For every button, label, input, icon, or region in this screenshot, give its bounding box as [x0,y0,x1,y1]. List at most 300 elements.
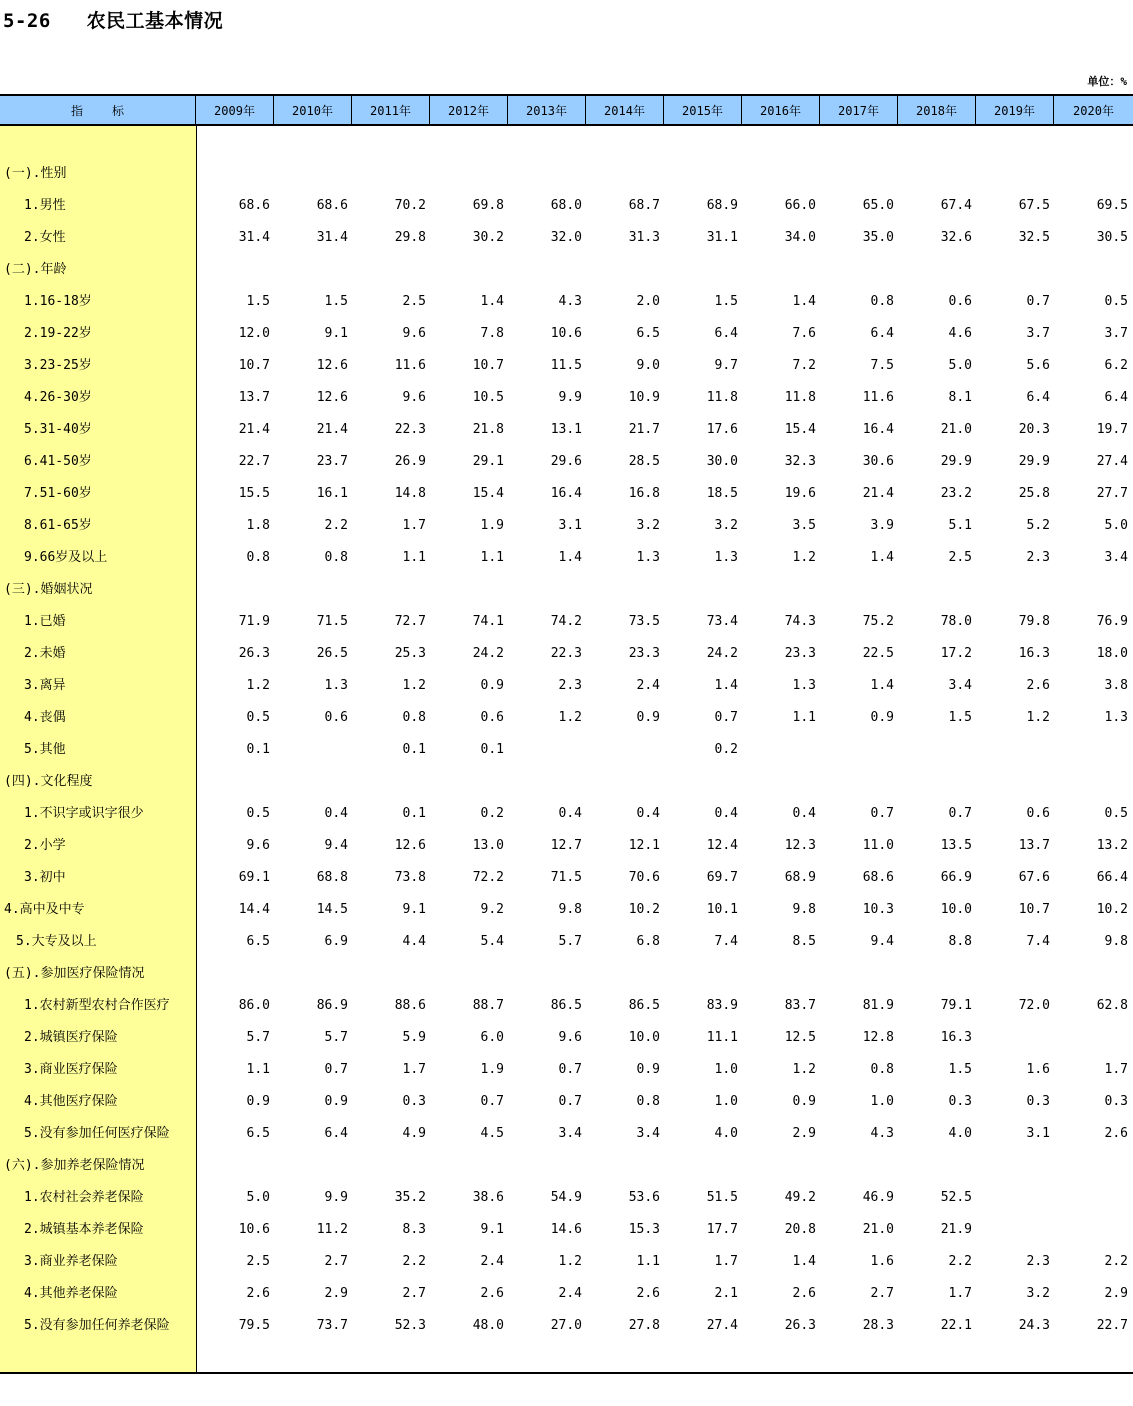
value-cell: 66.4 [1096,870,1128,885]
header-year: 2012年 [430,96,508,124]
value-cell: 5.7 [324,1030,348,1045]
header-year: 2010年 [274,96,352,124]
value-cell: 9.8 [1104,934,1128,949]
value-cell: 1.2 [402,678,426,693]
value-cell: 1.2 [792,550,816,565]
value-cell: 16.4 [550,486,582,501]
value-cell: 11.2 [316,1222,348,1237]
table-row [0,222,1133,254]
row-label: 4.其他医疗保险 [24,1094,118,1109]
value-cell: 76.9 [1096,614,1128,629]
value-cell: 20.3 [1018,422,1050,437]
table-row [0,926,1133,958]
value-cell: 1.4 [714,678,738,693]
value-cell: 18.5 [706,486,738,501]
value-cell: 69.7 [706,870,738,885]
value-cell: 69.5 [1096,198,1128,213]
section-label: (二).年龄 [4,262,67,277]
value-cell: 68.9 [784,870,816,885]
table-row [0,1118,1133,1150]
value-cell: 2.3 [1026,1254,1050,1269]
section-row [0,958,1133,990]
value-cell: 17.2 [940,646,972,661]
value-cell: 9.6 [246,838,270,853]
value-cell: 6.0 [480,1030,504,1045]
value-cell: 1.6 [870,1254,894,1269]
table-row [0,1310,1133,1342]
table-row [0,862,1133,894]
value-cell: 16.3 [940,1030,972,1045]
value-cell: 22.3 [550,646,582,661]
row-label: 8.61-65岁 [24,518,92,533]
value-cell: 1.3 [1104,710,1128,725]
value-cell: 0.9 [636,1062,660,1077]
value-cell: 29.9 [940,454,972,469]
row-label: 1.农村社会养老保险 [24,1190,144,1205]
value-cell: 2.2 [402,1254,426,1269]
value-cell: 11.6 [394,358,426,373]
value-cell: 1.7 [402,518,426,533]
row-label: 5.大专及以上 [16,934,97,949]
row-label: 5.其他 [24,742,66,757]
value-cell: 30.0 [706,454,738,469]
row-label: 3.商业医疗保险 [24,1062,118,1077]
value-cell: 12.8 [862,1030,894,1045]
value-cell: 21.7 [628,422,660,437]
value-cell: 81.9 [862,998,894,1013]
value-cell: 13.1 [550,422,582,437]
value-cell: 9.1 [480,1222,504,1237]
value-cell: 30.2 [472,230,504,245]
value-cell: 6.2 [1104,358,1128,373]
value-cell: 1.2 [246,678,270,693]
value-cell: 0.8 [636,1094,660,1109]
value-cell: 1.1 [480,550,504,565]
value-cell: 31.4 [316,230,348,245]
table-row [0,1182,1133,1214]
value-cell: 2.9 [324,1286,348,1301]
row-label: 4.26-30岁 [24,390,92,405]
value-cell: 0.1 [246,742,270,757]
table-row [0,542,1133,574]
value-cell: 2.7 [402,1286,426,1301]
value-cell: 16.4 [862,422,894,437]
row-label: 2.19-22岁 [24,326,92,341]
value-cell: 1.4 [480,294,504,309]
value-cell: 14.5 [316,902,348,917]
value-cell: 1.9 [480,518,504,533]
value-cell: 6.4 [1104,390,1128,405]
value-cell: 71.5 [550,870,582,885]
table-row [0,894,1133,926]
value-cell: 0.4 [792,806,816,821]
value-cell: 52.5 [940,1190,972,1205]
table-row [0,510,1133,542]
header-year: 2011年 [352,96,430,124]
value-cell: 22.3 [394,422,426,437]
value-cell: 1.3 [714,550,738,565]
value-cell: 2.3 [1026,550,1050,565]
value-cell: 48.0 [472,1318,504,1333]
value-cell: 3.2 [714,518,738,533]
value-cell: 10.2 [1096,902,1128,917]
value-cell: 7.4 [714,934,738,949]
value-cell: 52.3 [394,1318,426,1333]
value-cell: 10.3 [862,902,894,917]
value-cell: 0.1 [402,806,426,821]
value-cell: 1.3 [324,678,348,693]
table-row [0,638,1133,670]
value-cell: 1.5 [948,1062,972,1077]
value-cell: 29.8 [394,230,426,245]
value-cell: 2.6 [1104,1126,1128,1141]
value-cell: 1.8 [246,518,270,533]
table-header [0,94,1133,126]
value-cell: 16.1 [316,486,348,501]
table-row [0,1022,1133,1054]
value-cell: 32.6 [940,230,972,245]
value-cell: 86.9 [316,998,348,1013]
value-cell: 25.8 [1018,486,1050,501]
value-cell: 0.5 [1104,806,1128,821]
value-cell: 6.4 [1026,390,1050,405]
value-cell: 14.4 [238,902,270,917]
value-cell: 24.3 [1018,1318,1050,1333]
value-cell: 1.6 [1026,1062,1050,1077]
value-cell: 27.4 [1096,454,1128,469]
value-cell: 10.7 [238,358,270,373]
value-cell: 3.2 [1026,1286,1050,1301]
value-cell: 1.2 [1026,710,1050,725]
value-cell: 12.6 [316,358,348,373]
value-cell: 3.4 [558,1126,582,1141]
value-cell: 53.6 [628,1190,660,1205]
table-row [0,318,1133,350]
value-cell: 26.3 [238,646,270,661]
header-year: 2016年 [742,96,820,124]
value-cell: 23.7 [316,454,348,469]
value-cell: 9.9 [324,1190,348,1205]
value-cell: 68.9 [706,198,738,213]
value-cell: 38.6 [472,1190,504,1205]
value-cell: 71.5 [316,614,348,629]
section-row [0,1150,1133,1182]
table-row [0,702,1133,734]
value-cell: 0.9 [870,710,894,725]
value-cell: 0.5 [246,806,270,821]
header-year: 2020年 [1073,104,1114,118]
value-cell: 1.2 [792,1062,816,1077]
value-cell: 15.5 [238,486,270,501]
value-cell: 68.6 [316,198,348,213]
value-cell: 24.2 [706,646,738,661]
value-cell: 21.0 [940,422,972,437]
header-year: 2015年 [664,96,742,124]
value-cell: 26.5 [316,646,348,661]
value-cell: 0.3 [1026,1094,1050,1109]
value-cell: 6.5 [246,934,270,949]
value-cell: 0.3 [1104,1094,1128,1109]
value-cell: 0.8 [324,550,348,565]
value-cell: 79.8 [1018,614,1050,629]
value-cell: 30.5 [1096,230,1128,245]
value-cell: 8.5 [792,934,816,949]
value-cell: 28.5 [628,454,660,469]
value-cell: 1.9 [480,1062,504,1077]
value-cell: 22.5 [862,646,894,661]
value-cell: 16.3 [1018,646,1050,661]
row-label: 4.高中及中专 [4,902,85,917]
header-year: 2013年 [508,96,586,124]
value-cell: 0.4 [636,806,660,821]
value-cell: 7.5 [870,358,894,373]
table-row [0,350,1133,382]
value-cell: 21.8 [472,422,504,437]
value-cell: 1.4 [870,678,894,693]
unit-label: 单位：% [1087,75,1127,88]
value-cell: 3.4 [948,678,972,693]
value-cell: 3.4 [636,1126,660,1141]
header-year: 2009年 [196,96,274,124]
table-row [0,286,1133,318]
value-cell: 74.2 [550,614,582,629]
value-cell: 9.2 [480,902,504,917]
value-cell: 1.1 [402,550,426,565]
value-cell: 28.3 [862,1318,894,1333]
value-cell: 72.2 [472,870,504,885]
value-cell: 17.6 [706,422,738,437]
table-row [0,1278,1133,1310]
value-cell: 5.6 [1026,358,1050,373]
value-cell: 2.5 [402,294,426,309]
value-cell: 15.4 [472,486,504,501]
value-cell: 88.7 [472,998,504,1013]
value-cell: 31.4 [238,230,270,245]
value-cell: 86.0 [238,998,270,1013]
value-cell: 71.9 [238,614,270,629]
value-cell: 1.5 [948,710,972,725]
section-label: (三).婚姻状况 [4,582,93,597]
value-cell: 2.9 [792,1126,816,1141]
value-cell: 2.4 [558,1286,582,1301]
value-cell: 2.0 [636,294,660,309]
value-cell: 9.6 [558,1030,582,1045]
value-cell: 22.1 [940,1318,972,1333]
value-cell: 0.8 [402,710,426,725]
value-cell: 2.4 [480,1254,504,1269]
value-cell: 0.2 [714,742,738,757]
value-cell: 1.1 [636,1254,660,1269]
value-cell: 30.6 [862,454,894,469]
value-cell: 0.9 [480,678,504,693]
header-year: 2017年 [820,96,898,124]
table-row [0,382,1133,414]
value-cell: 1.4 [558,550,582,565]
value-cell: 1.0 [870,1094,894,1109]
value-cell: 21.0 [862,1222,894,1237]
value-cell: 10.6 [238,1222,270,1237]
row-label: 4.其他养老保险 [24,1286,118,1301]
value-cell: 2.5 [948,550,972,565]
value-cell: 1.4 [792,1254,816,1269]
value-cell: 32.0 [550,230,582,245]
value-cell: 5.4 [480,934,504,949]
value-cell: 0.8 [870,294,894,309]
value-cell: 69.1 [238,870,270,885]
value-cell: 49.2 [784,1190,816,1205]
row-label: 3.初中 [24,870,66,885]
value-cell: 29.9 [1018,454,1050,469]
value-cell: 1.4 [870,550,894,565]
value-cell: 0.7 [324,1062,348,1077]
value-cell: 11.8 [784,390,816,405]
value-cell: 79.1 [940,998,972,1013]
value-cell: 0.9 [636,710,660,725]
value-cell: 2.2 [1104,1254,1128,1269]
value-cell: 1.1 [792,710,816,725]
value-cell: 18.0 [1096,646,1128,661]
value-cell: 12.0 [238,326,270,341]
value-cell: 24.2 [472,646,504,661]
value-cell: 10.2 [628,902,660,917]
table-row [0,670,1133,702]
value-cell: 13.5 [940,838,972,853]
value-cell: 0.9 [792,1094,816,1109]
header-year: 2019年 [976,96,1054,124]
table-row [0,798,1133,830]
value-cell: 3.2 [636,518,660,533]
value-cell: 3.4 [1104,550,1128,565]
value-cell: 2.2 [948,1254,972,1269]
value-cell: 7.2 [792,358,816,373]
value-cell: 1.7 [714,1254,738,1269]
value-cell: 0.6 [324,710,348,725]
table-row [0,1086,1133,1118]
value-cell: 27.8 [628,1318,660,1333]
value-cell: 5.1 [948,518,972,533]
value-cell: 1.2 [558,1254,582,1269]
value-cell: 34.0 [784,230,816,245]
value-cell: 2.6 [1026,678,1050,693]
value-cell: 68.8 [316,870,348,885]
section-row [0,158,1133,190]
row-label: 6.41-50岁 [24,454,92,469]
value-cell: 1.2 [558,710,582,725]
value-cell: 1.3 [636,550,660,565]
value-cell: 4.0 [714,1126,738,1141]
value-cell: 3.5 [792,518,816,533]
value-cell: 86.5 [628,998,660,1013]
value-cell: 12.6 [316,390,348,405]
value-cell: 21.4 [862,486,894,501]
value-cell: 67.5 [1018,198,1050,213]
value-cell: 1.7 [402,1062,426,1077]
value-cell: 6.9 [324,934,348,949]
value-cell: 4.5 [480,1126,504,1141]
value-cell: 78.0 [940,614,972,629]
value-cell: 2.6 [480,1286,504,1301]
value-cell: 8.8 [948,934,972,949]
value-cell: 10.9 [628,390,660,405]
section-row [0,766,1133,798]
value-cell: 3.9 [870,518,894,533]
value-cell: 2.6 [246,1286,270,1301]
value-cell: 79.5 [238,1318,270,1333]
value-cell: 21.9 [940,1222,972,1237]
value-cell: 23.3 [784,646,816,661]
value-cell: 5.0 [948,358,972,373]
value-cell: 11.5 [550,358,582,373]
value-cell: 12.1 [628,838,660,853]
row-label: 5.没有参加任何医疗保险 [24,1126,170,1141]
value-cell: 88.6 [394,998,426,1013]
value-cell: 66.9 [940,870,972,885]
value-cell: 0.7 [714,710,738,725]
row-label: 5.31-40岁 [24,422,92,437]
value-cell: 31.3 [628,230,660,245]
value-cell: 35.2 [394,1190,426,1205]
section-label: (五).参加医疗保险情况 [4,966,145,981]
value-cell: 0.7 [870,806,894,821]
value-cell: 4.4 [402,934,426,949]
row-label: 3.商业养老保险 [24,1254,118,1269]
value-cell: 9.4 [324,838,348,853]
table-row [0,190,1133,222]
value-cell: 6.8 [636,934,660,949]
value-cell: 1.0 [714,1094,738,1109]
section-row [0,574,1133,606]
value-cell: 2.2 [324,518,348,533]
value-cell: 72.0 [1018,998,1050,1013]
value-cell: 73.8 [394,870,426,885]
value-cell: 15.4 [784,422,816,437]
value-cell: 6.4 [870,326,894,341]
value-cell: 1.4 [792,294,816,309]
value-cell: 7.8 [480,326,504,341]
value-cell: 26.9 [394,454,426,469]
value-cell: 6.5 [636,326,660,341]
value-cell: 26.3 [784,1318,816,1333]
value-cell: 29.1 [472,454,504,469]
value-cell: 5.2 [1026,518,1050,533]
value-cell: 0.7 [558,1062,582,1077]
value-cell: 13.7 [1018,838,1050,853]
value-cell: 3.1 [558,518,582,533]
value-cell: 4.3 [558,294,582,309]
table-row [0,1246,1133,1278]
value-cell: 0.9 [246,1094,270,1109]
table-row [0,1054,1133,1086]
value-cell: 0.8 [246,550,270,565]
value-cell: 27.0 [550,1318,582,1333]
row-label: 9.66岁及以上 [24,550,108,565]
value-cell: 9.0 [636,358,660,373]
value-cell: 2.1 [714,1286,738,1301]
value-cell: 10.6 [550,326,582,341]
value-cell: 0.3 [948,1094,972,1109]
value-cell: 2.5 [246,1254,270,1269]
value-cell: 0.3 [402,1094,426,1109]
value-cell: 0.4 [714,806,738,821]
value-cell: 23.3 [628,646,660,661]
value-cell: 67.6 [1018,870,1050,885]
value-cell: 51.5 [706,1190,738,1205]
value-cell: 68.6 [238,198,270,213]
table-row [0,606,1133,638]
value-cell: 25.3 [394,646,426,661]
value-cell: 29.6 [550,454,582,469]
value-cell: 0.5 [246,710,270,725]
